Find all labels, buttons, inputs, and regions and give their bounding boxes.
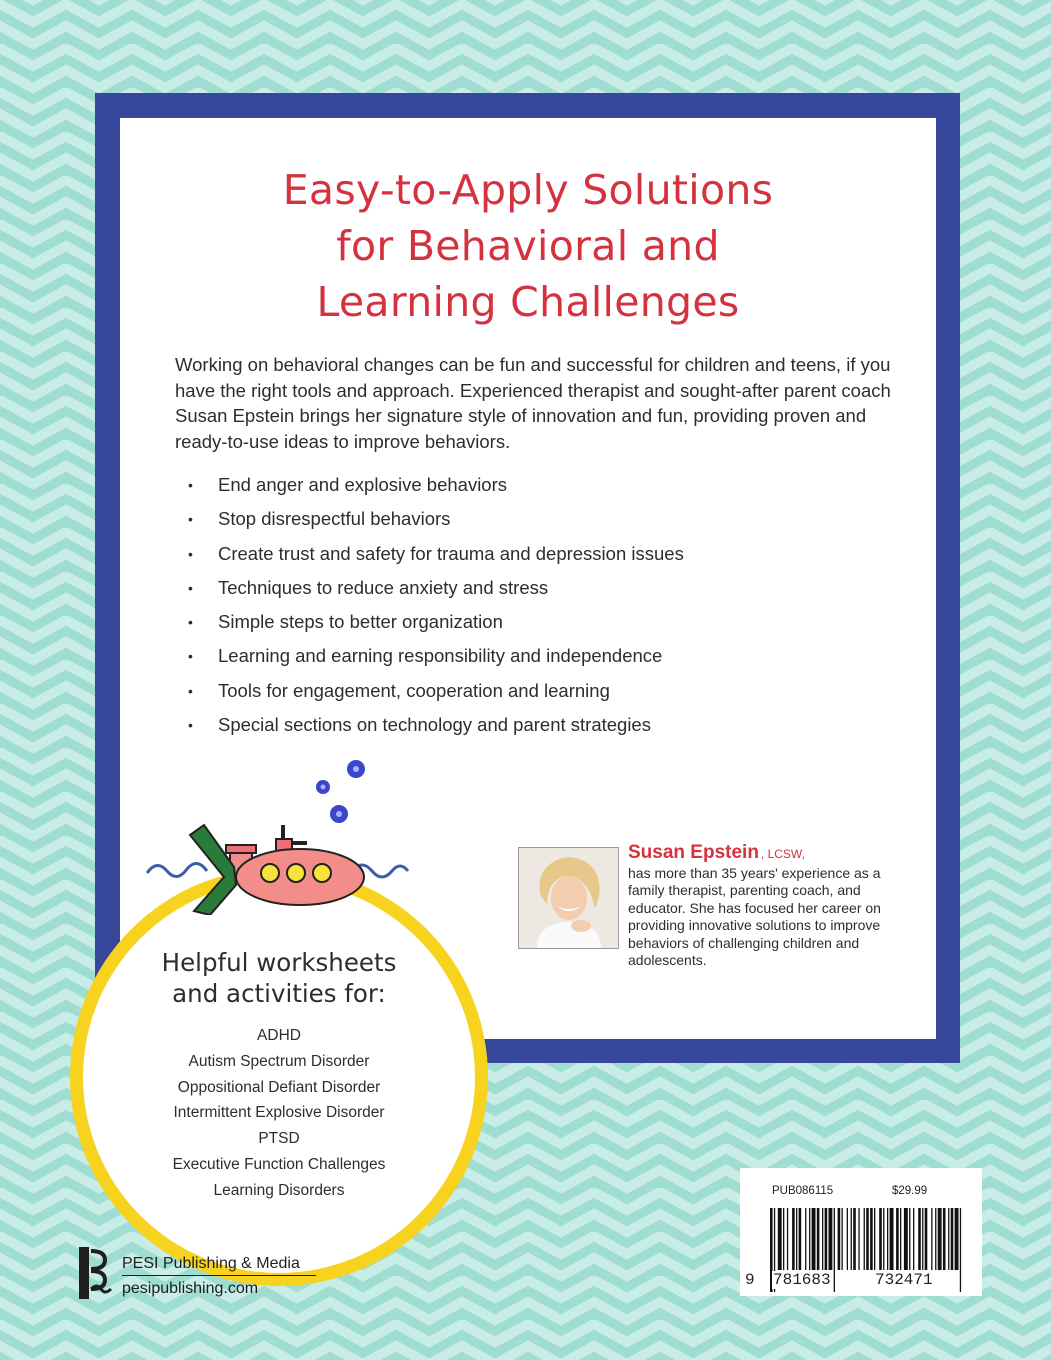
list-item: Executive Function Challenges [172, 1155, 386, 1173]
conditions-list [83, 1023, 475, 1204]
headline-line-2: for Behavioral and [336, 222, 720, 270]
headline [120, 162, 936, 330]
headline-line-1: Easy-to-Apply Solutions [282, 166, 774, 214]
list-item: ADHD [257, 1027, 301, 1044]
author-name: Susan Epstein , LCSW, [628, 842, 805, 863]
worksheets-circle [70, 868, 488, 1286]
publisher-url: pesipublishing.com [122, 1280, 259, 1297]
product-code: PUB086115 [772, 1185, 834, 1197]
list-item: PTSD [258, 1130, 300, 1148]
list-item: Oppositional Defiant Disorder [177, 1078, 381, 1096]
submarine-icon [142, 815, 412, 915]
author-bio: has more than 35 years' experience as a family therapist, parenting coach, and educator. She has focused her career on providing innovative solutions to improve behaviors of challenging children and adolescents. [628, 865, 881, 969]
barcode-digits-left: 781683 [773, 1271, 831, 1289]
list-item: • Learning and earning responsibility and independence [180, 644, 684, 678]
list-item: • Tools for engagement, cooperation and learning [180, 679, 684, 713]
list-item: Autism Spectrum Disorder [188, 1052, 370, 1070]
barcode-box [740, 1168, 982, 1296]
worksheets-title-line-2: and activities for: [172, 979, 386, 1008]
list-item: • Simple steps to better organization [180, 610, 684, 644]
barcode-digit-lead: 9 [745, 1271, 755, 1289]
list-item: • Techniques to reduce anxiety and stress [180, 576, 684, 610]
price: $29.99 [892, 1185, 928, 1197]
list-item: • End anger and explosive behaviors [180, 473, 684, 507]
list-item: • Special sections on technology and parent strategies [180, 713, 684, 747]
list-item: Learning Disorders [213, 1181, 345, 1199]
publisher-name: PESI Publishing & Media [122, 1255, 316, 1276]
author-photo [518, 847, 619, 949]
worksheets-title [83, 947, 475, 1009]
author-credential: , LCSW, [760, 847, 805, 861]
pesi-logo-icon [77, 1245, 113, 1301]
list-item: Intermittent Explosive Disorder [173, 1104, 385, 1122]
benefits-list [180, 473, 684, 747]
intro-paragraph: Working on behavioral changes can be fun and successful for children and teens, if you have the right tools and approach. Experienced therapist and sought-after parent coach Susan Epstein brings her signature style of innovation and fun, providing proven and ready-to-use ideas to improve behaviors. [175, 354, 891, 452]
list-item: • Create trust and safety for trauma and depression issues [180, 542, 684, 576]
worksheets-title-line-1: Helpful worksheets [161, 948, 397, 977]
list-item: • Stop disrespectful behaviors [180, 507, 684, 541]
barcode-digits-right: 732471 [875, 1271, 933, 1289]
headline-line-3: Learning Challenges [316, 278, 740, 326]
